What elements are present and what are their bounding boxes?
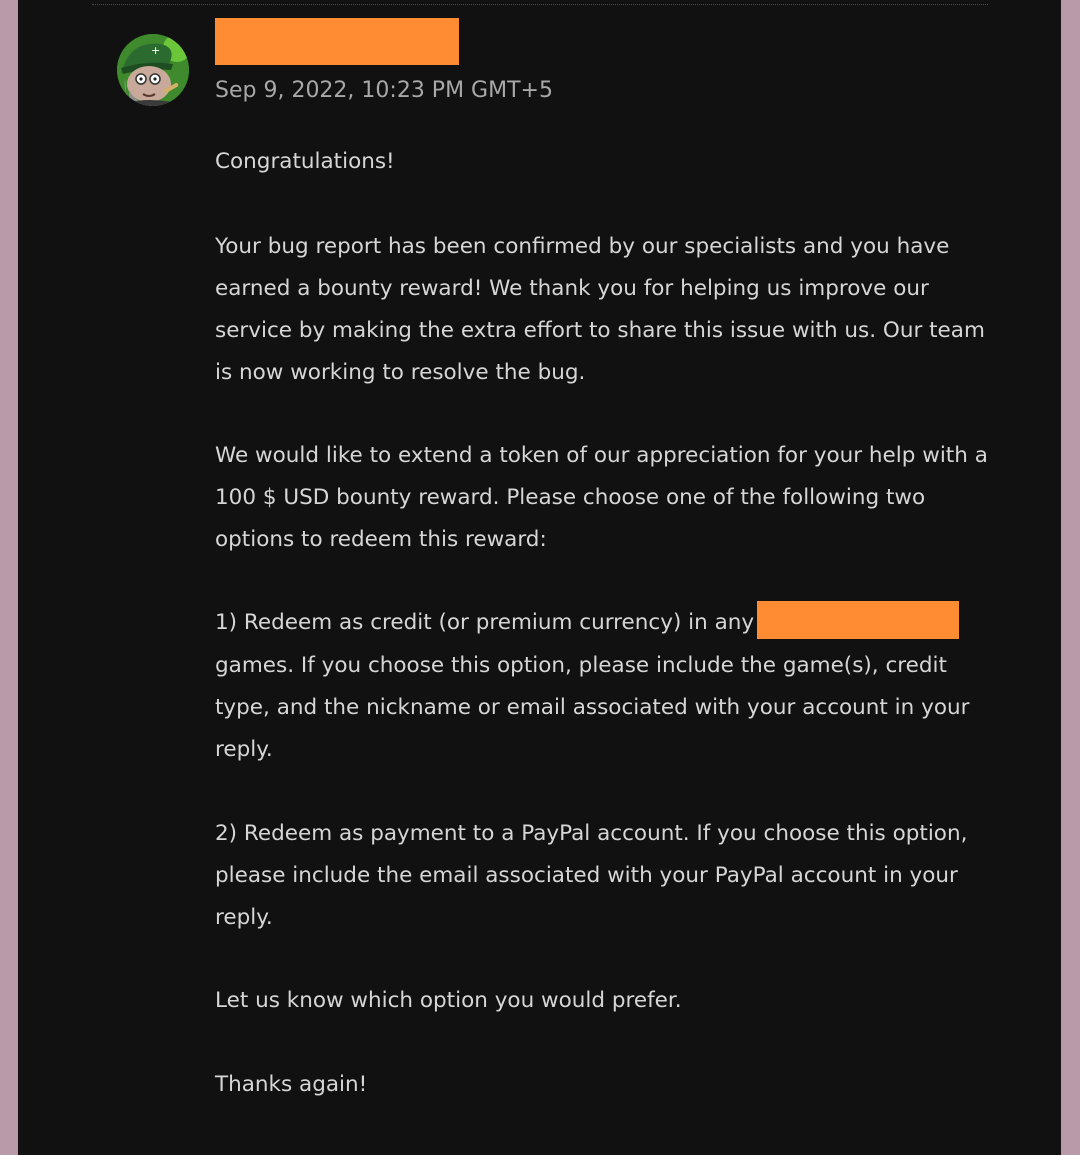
message-paragraph-signoff: Thanks again! <box>215 1072 368 1097</box>
avatar-character-icon <box>117 34 189 106</box>
redacted-company-name <box>757 601 959 639</box>
message-paragraph-greeting: Congratulations! <box>215 149 395 174</box>
message-option-2: 2) Redeem as payment to a PayPal account. If you choose this option, please include the email associated with your PayPal account in your reply. <box>215 821 968 930</box>
sender-avatar[interactable] <box>117 34 189 106</box>
message-paragraph-reward: We would like to extend a token of our appreciation for your help with a 100 $ USD bounty reward. Please choose one of the following two options to redeem this reward: <box>215 443 988 552</box>
message-paragraph-prompt: Let us know which option you would prefer. <box>215 988 682 1013</box>
message-paragraph-confirmation: Your bug report has been confirmed by our specialists and you have earned a bounty reward! We thank you for helping us improve our service by making the extra effort to share this issue with us. Our team is now working to resolve the bug. <box>215 234 985 385</box>
message-option-1-details: games. If you choose this option, please include the game(s), credit type, and the nickname or email associated with your account in your reply. <box>215 653 970 762</box>
svg-text:+: + <box>151 44 161 57</box>
message-option-1-lead: 1) Redeem as credit (or premium currency) in any <box>215 610 755 635</box>
message-timestamp: Sep 9, 2022, 10:23 PM GMT+5 <box>215 78 553 103</box>
message-divider <box>92 4 988 5</box>
redacted-sender-name <box>215 18 459 65</box>
